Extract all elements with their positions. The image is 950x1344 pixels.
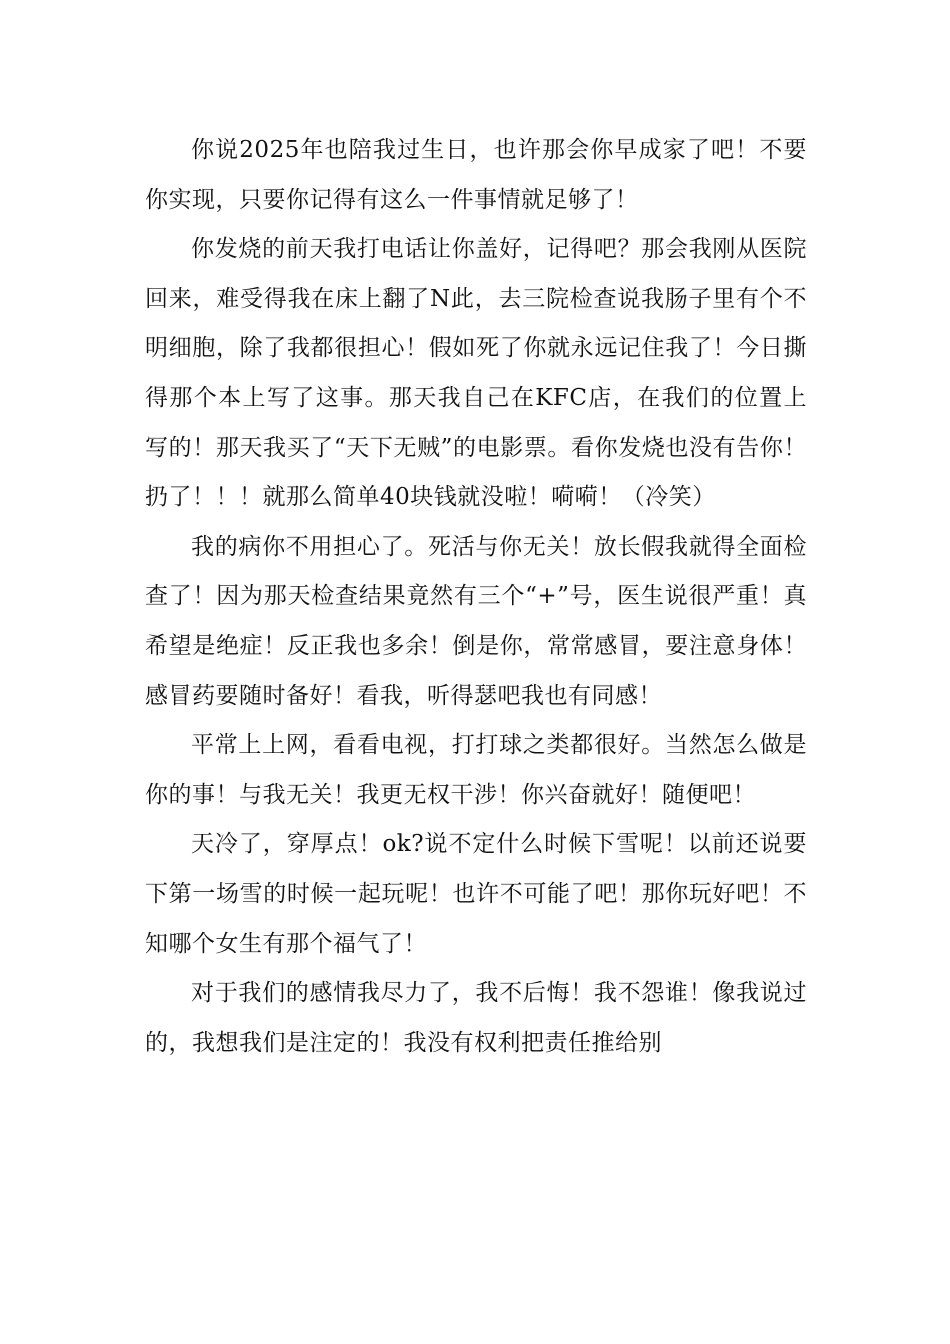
paragraph-1: 你说2025年也陪我过生日，也许那会你早成家了吧！不要你实现，只要你记得有这么一件事情就足够了！	[145, 137, 807, 213]
paragraph-2: 你发烧的前天我打电话让你盖好，记得吧？那会我刚从医院回来，难受得我在床上翻了N此，去三院检查说我肠子里有个不明细胞，除了我都很担心！假如死了你就永远记住我了！今日撕得那个本上写了这事。那天我自己在KFC店，在我们的位置上写的！那天我买了“天下无贼”的电影票。看你发烧也没有告你！扔了！！！就那么简单40块钱就没啦！嗬嗬！（冷笑）	[145, 236, 807, 511]
paragraph-5: 天冷了，穿厚点！ok?说不定什么时候下雪呢！以前还说要下第一场雪的时候一起玩呢！也许不可能了吧！那你玩好吧！不知哪个女生有那个福气了！	[145, 831, 807, 957]
paragraph-3: 我的病你不用担心了。死活与你无关！放长假我就得全面检查了！因为那天检查结果竟然有三个“+”号，医生说很严重！真希望是绝症！反正我也多余！倒是你，常常感冒，要注意身体！感冒药要随时备好！看我，听得瑟吧我也有同感！	[145, 533, 807, 709]
document-page	[145, 126, 807, 1068]
paragraph-4: 平常上上网，看看电视，打打球之类都很好。当然怎么做是你的事！与我无关！我更无权干涉！你兴奋就好！随便吧！	[145, 732, 807, 808]
paragraph-6: 对于我们的感情我尽力了，我不后悔！我不怨谁！像我说过的，我想我们是注定的！我没有权利把责任推给别	[145, 980, 807, 1056]
